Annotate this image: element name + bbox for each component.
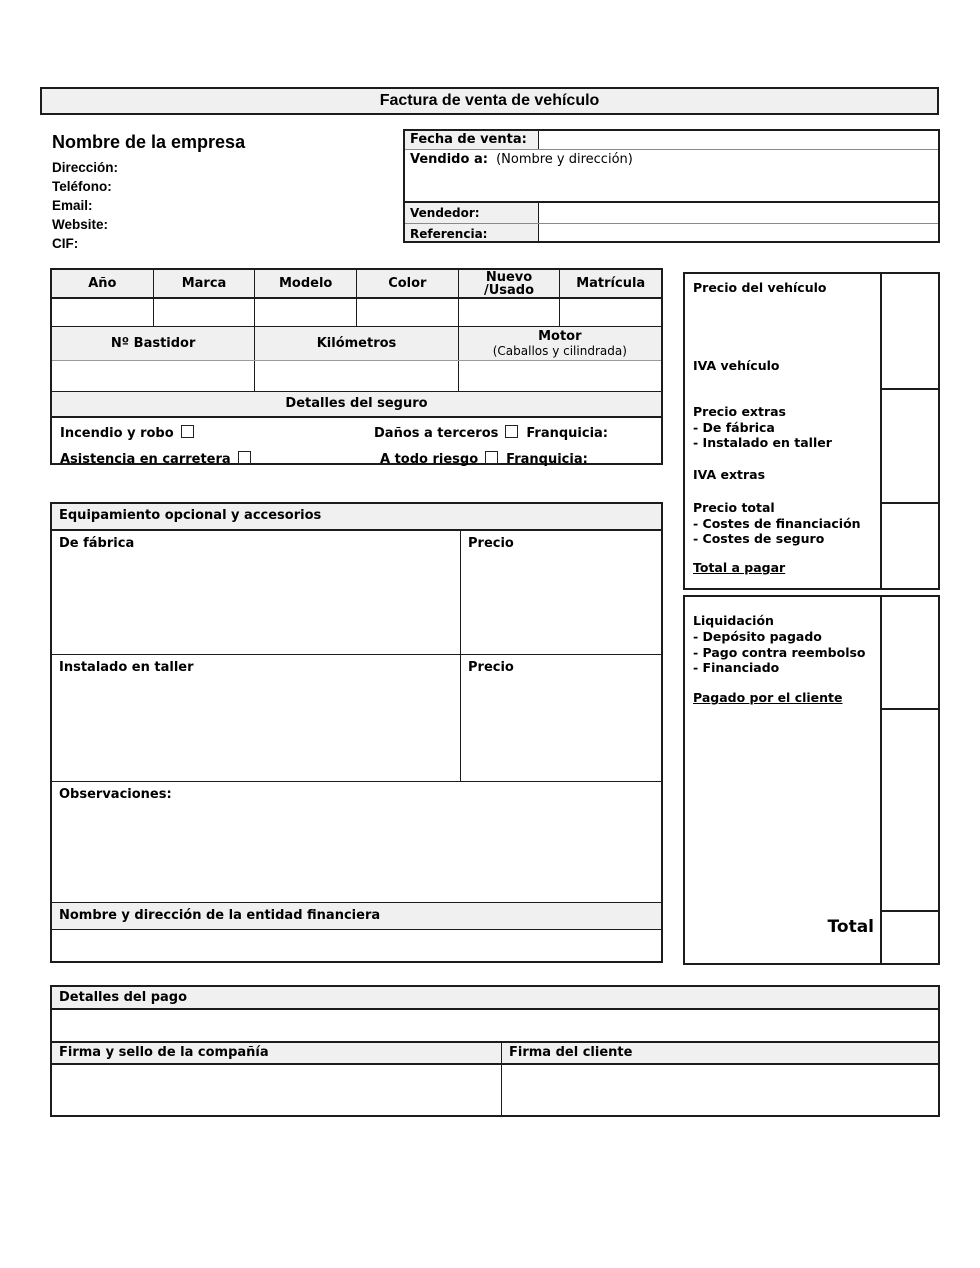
workshop-label: Instalado en taller bbox=[59, 660, 194, 675]
company-website-label: Website: bbox=[52, 217, 109, 232]
workshop-equipment-row bbox=[52, 655, 661, 782]
sold-to-hint: (Nombre y dirección) bbox=[496, 151, 633, 167]
ano-input[interactable] bbox=[52, 299, 154, 326]
total-due-label: Total a pagar bbox=[693, 560, 786, 575]
kilometros-input[interactable] bbox=[255, 361, 458, 391]
checkbox-danos-terceros[interactable] bbox=[505, 425, 518, 438]
color-input[interactable] bbox=[357, 299, 459, 326]
extras-price-amount-cell[interactable] bbox=[882, 390, 938, 504]
paid-by-client-amount-cell[interactable] bbox=[882, 710, 938, 912]
extras-price-label: Precio extras bbox=[693, 404, 786, 419]
extras-vat-label: IVA extras bbox=[693, 467, 766, 482]
full-risk-franquicia-label: Franquicia: bbox=[506, 452, 588, 467]
workshop-price-label: Precio bbox=[468, 660, 514, 675]
financed-item: - Financiado bbox=[693, 660, 780, 675]
pricing-panel bbox=[683, 272, 940, 590]
reference-label: Referencia: bbox=[405, 224, 539, 241]
company-email-label: Email: bbox=[52, 198, 93, 213]
factory-price-label: Precio bbox=[468, 536, 514, 551]
payment-details-header: Detalles del pago bbox=[52, 987, 938, 1010]
header-nuevo-usado: Nuevo /Usado bbox=[459, 270, 561, 297]
full-risk-option: A todo riesgo Franquicia: bbox=[380, 452, 588, 467]
company-signature-area[interactable] bbox=[52, 1065, 502, 1115]
form-title-bar bbox=[40, 87, 939, 115]
finance-entity-input[interactable] bbox=[52, 930, 661, 961]
total-price-label: Precio total bbox=[693, 500, 775, 515]
header-motor: Motor (Caballos y cilindrada) bbox=[492, 329, 627, 358]
client-signature-label: Firma del cliente bbox=[509, 1045, 633, 1060]
workshop-equipment-area[interactable] bbox=[52, 655, 461, 781]
matricula-input[interactable] bbox=[560, 299, 661, 326]
vehicle-price-label: Precio del vehículo bbox=[693, 280, 827, 295]
checkbox-asistencia-carretera[interactable] bbox=[238, 451, 251, 464]
insurance-costs-item: - Costes de seguro bbox=[693, 531, 825, 546]
seller-input[interactable] bbox=[539, 203, 938, 223]
factory-price-area[interactable] bbox=[461, 531, 661, 654]
header-bastidor: Nº Bastidor bbox=[52, 327, 255, 360]
bastidor-input[interactable] bbox=[52, 361, 255, 391]
sale-date-label: Fecha de venta: bbox=[405, 131, 539, 149]
sale-info-box bbox=[403, 129, 940, 243]
sold-to-label: Vendido a: bbox=[410, 151, 488, 167]
equipment-header: Equipamiento opcional y accesorios bbox=[52, 504, 661, 531]
header-modelo: Modelo bbox=[255, 270, 357, 297]
cod-item: - Pago contra reembolso bbox=[693, 645, 866, 660]
nuevo-usado-input[interactable] bbox=[459, 299, 561, 326]
deposit-item: - Depósito pagado bbox=[693, 629, 822, 644]
company-phone-label: Teléfono: bbox=[52, 179, 112, 194]
workshop-price-area[interactable] bbox=[461, 655, 661, 781]
insurance-options bbox=[52, 418, 661, 467]
header-kilometros: Kilómetros bbox=[255, 327, 458, 360]
total-label: Total bbox=[827, 917, 874, 937]
checkbox-incendio-robo[interactable] bbox=[181, 425, 194, 438]
extras-factory-item: - De fábrica bbox=[693, 420, 775, 435]
marca-input[interactable] bbox=[154, 299, 256, 326]
observations-label: Observaciones: bbox=[59, 787, 172, 802]
vehicle-vat-label: IVA vehículo bbox=[693, 358, 780, 373]
header-matricula: Matrícula bbox=[576, 276, 646, 291]
motor-input[interactable] bbox=[459, 361, 661, 391]
checkbox-todo-riesgo[interactable] bbox=[485, 451, 498, 464]
header-ano: Año bbox=[52, 270, 154, 297]
page-title: Factura de venta de vehículo bbox=[379, 92, 600, 109]
factory-label: De fábrica bbox=[59, 536, 135, 551]
fire-theft-option: Incendio y robo bbox=[60, 425, 194, 441]
company-cif-label: CIF: bbox=[52, 236, 79, 251]
signature-boxes bbox=[52, 1065, 938, 1115]
settlement-amount-cell[interactable] bbox=[882, 597, 938, 710]
vehicle-input-row-2 bbox=[52, 361, 661, 391]
vehicle-price-amount-cell[interactable] bbox=[882, 274, 938, 390]
vehicle-input-row bbox=[52, 299, 661, 326]
finance-entity-header: Nombre y dirección de la entidad financiera bbox=[52, 903, 661, 930]
sold-to-field[interactable] bbox=[405, 150, 938, 204]
reference-row bbox=[405, 224, 938, 241]
header-marca: Marca bbox=[154, 270, 256, 297]
seller-label: Vendedor: bbox=[405, 203, 539, 223]
header-color: Color bbox=[357, 270, 459, 297]
company-address-label: Dirección: bbox=[52, 160, 119, 175]
total-amount-cell[interactable] bbox=[882, 912, 938, 963]
seller-row bbox=[405, 203, 938, 224]
settlement-title: Liquidación bbox=[693, 613, 774, 628]
roadside-option: Asistencia en carretera bbox=[60, 451, 251, 467]
equipment-box bbox=[50, 502, 663, 963]
client-signature-area[interactable] bbox=[502, 1065, 938, 1115]
sale-date-input[interactable] bbox=[539, 131, 938, 149]
reference-input[interactable] bbox=[539, 224, 938, 241]
total-due-amount-cell[interactable] bbox=[882, 504, 938, 588]
settlement-amount-strip bbox=[880, 597, 938, 963]
payment-box bbox=[50, 985, 940, 1117]
third-party-option: Daños a terceros Franquicia: bbox=[374, 426, 608, 441]
observations-area[interactable] bbox=[52, 782, 661, 903]
signature-headers bbox=[52, 1043, 938, 1065]
vehicle-details-box bbox=[50, 268, 663, 465]
vehicle-header-row-2 bbox=[52, 326, 661, 361]
company-block bbox=[52, 132, 392, 253]
payment-details-input[interactable] bbox=[52, 1010, 938, 1043]
insurance-section-header: Detalles del seguro bbox=[52, 391, 661, 418]
vehicle-header-row bbox=[52, 270, 661, 299]
extras-workshop-item: - Instalado en taller bbox=[693, 435, 832, 450]
factory-equipment-row bbox=[52, 531, 661, 655]
financing-costs-item: - Costes de financiación bbox=[693, 516, 861, 531]
paid-by-client-label: Pagado por el cliente bbox=[693, 690, 843, 705]
settlement-panel bbox=[683, 595, 940, 965]
third-party-franquicia-label: Franquicia: bbox=[526, 426, 608, 441]
company-signature-label: Firma y sello de la compañía bbox=[52, 1043, 502, 1063]
company-name: Nombre de la empresa bbox=[52, 132, 246, 152]
pricing-amount-strip bbox=[880, 274, 938, 588]
factory-equipment-area[interactable] bbox=[52, 531, 461, 654]
modelo-input[interactable] bbox=[255, 299, 357, 326]
sale-date-row bbox=[405, 131, 938, 150]
